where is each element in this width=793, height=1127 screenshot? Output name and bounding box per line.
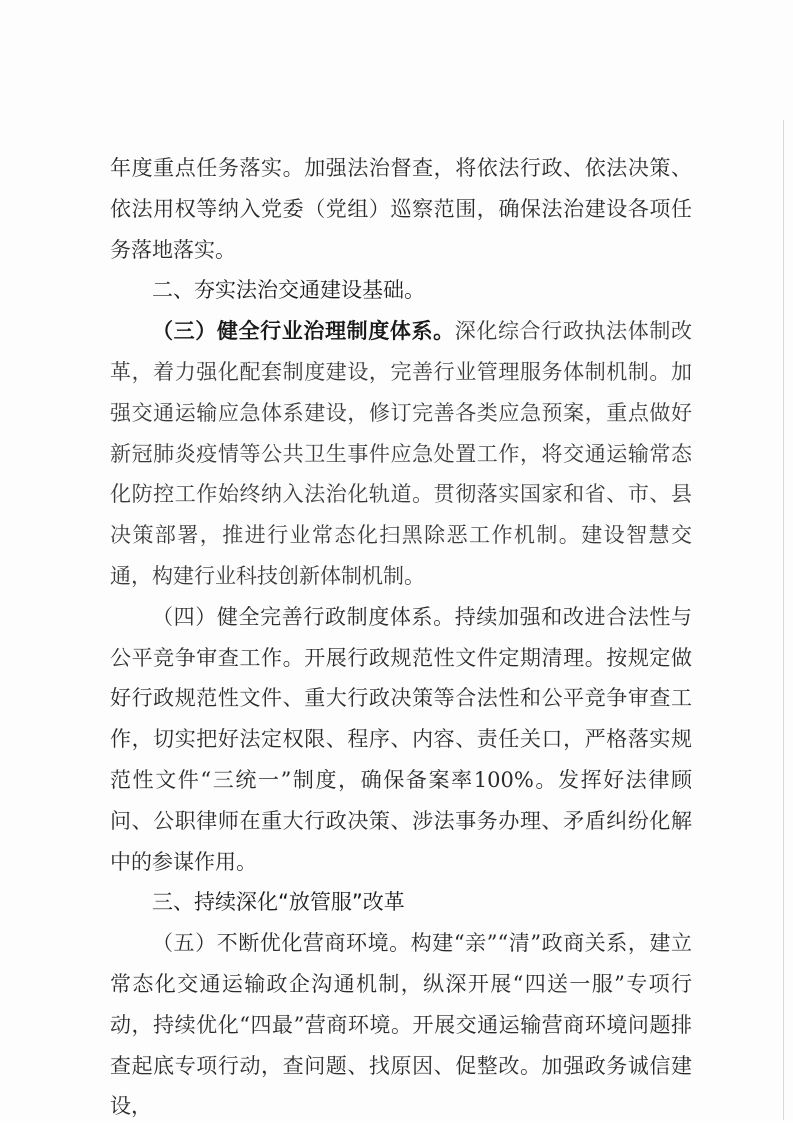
paragraph-item-4	[110, 597, 692, 883]
paragraph-continuation	[110, 148, 692, 270]
paragraph-text: 持续加强和改进合法性与公平竞争审查工作。开展行政规范性文件定期清理。按规定做好行政规范性文件、重大行政决策等合法性和公平竞争审查工作，切实把好法定权限、程序、内容、责任关口，严格落实规范性文件“三统一”制度，确保备案率100%。发挥好法律顾问、公职律师在重大行政决策、涉法事务办理、矛盾纠纷化解中的参谋作用。	[110, 604, 692, 874]
heading-text: 三、持续深化“放管服”改革	[152, 890, 405, 915]
document-body	[110, 148, 692, 1127]
paragraph-lead: （三）健全行业治理制度体系。	[152, 318, 455, 344]
paragraph-lead: （四）健全完善行政制度体系。	[152, 604, 455, 629]
paragraph-text: 构建“亲”“清”政商关系，建立常态化交通运输政企沟通机制，纵深开展“四送一服”专项行动，持续优化“四最”营商环境。开展交通运输营商环境问题排查起底专项行动，查问题、找原因、促整改。加强政务诚信建设，	[110, 931, 692, 1119]
paragraph-text: 深化综合行政执法体制改革，着力强化配套制度建设，完善行业管理服务体制机制。加强交通运输应急体系建设，修订完善各类应急预案，重点做好新冠肺炎疫情等公共卫生事件应急处置工作，将交通运输常态化防控工作始终纳入法治化轨道。贯彻落实国家和省、市、县决策部署，推进行业常态化扫黑除恶工作机制。建设智慧交通，构建行业科技创新体制机制。	[110, 319, 692, 588]
section-heading-2	[110, 270, 692, 311]
paragraph-text: 年度重点任务落实。加强法治督查，将依法行政、依法决策、依法用权等纳入党委（党组）巡察范围，确保法治建设各项任务落地落实。	[110, 156, 692, 262]
paragraph-item-5	[110, 923, 692, 1127]
paragraph-lead: （五）不断优化营商环境。	[152, 931, 411, 956]
section-heading-3	[110, 882, 692, 923]
scan-edge-line	[783, 120, 784, 1120]
paragraph-item-3	[110, 311, 692, 597]
heading-text: 二、夯实法治交通建设基础。	[152, 278, 425, 303]
